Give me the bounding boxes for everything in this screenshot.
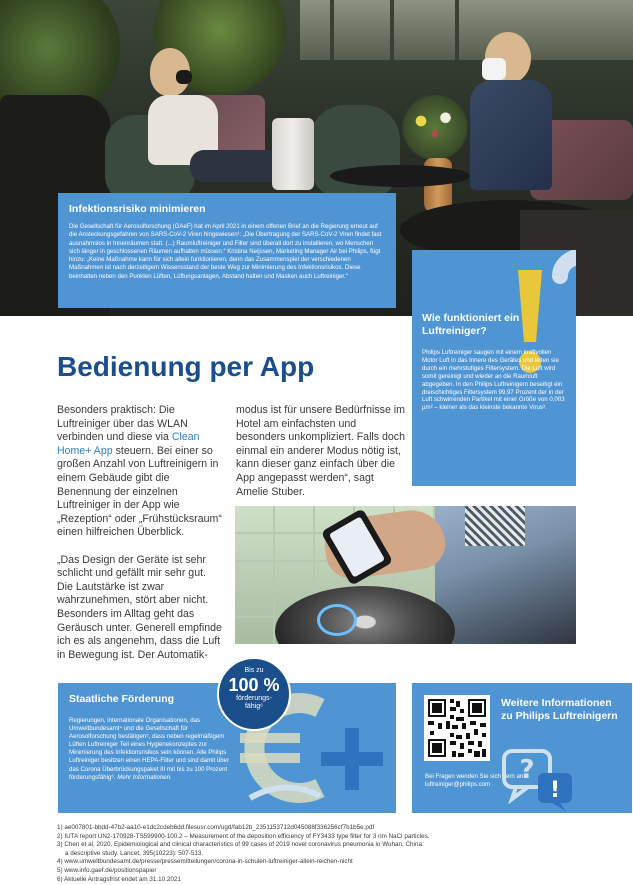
footnote: 6) Aktuelle Antragsfrist endet am 31.10.2021 [57, 875, 181, 883]
text-column-1 [57, 404, 223, 662]
footnote: 1) ae007801-bbdd-47b2-aa10-e1dc2cdeb6dd.filesusr.com/ugd/fab12b_2351153712d045088f336256cf7b1b5e.pdf [57, 824, 375, 831]
infobox-weitere-informationen [412, 683, 632, 813]
foerder-badge: Bis zu 100 % förderungs- fähig⁶ [217, 657, 291, 731]
footnote: 2) IUTA report UN2-170928-TS599900-100.2 – Measurement of the deposition efficiency of FY3433 type filter for 3 nm NaCl particles. [57, 832, 430, 840]
section-headline: Bedienung per App [57, 351, 315, 382]
paragraph-quote-continued: modus ist für unsere Bedürfnisse im Hotel am einfachsten und besonders unkompliziert. Falls doch einmal ein anderer Modus nötig ist, kann dieser ganz einfach über die App angepasst werden“, sagt Amelie Stuber. [236, 404, 405, 498]
infobox-infektionsrisiko [58, 193, 396, 308]
qr-code-icon[interactable] [424, 695, 490, 761]
footnote: a descriptive study. Lancet, 395(10223): 507-513. [65, 849, 204, 857]
paragraph-app: Besonders praktisch: Die Luftreiniger über das WLAN verbinden und diese via Clean Home+ App steuern. Bei einer so großen Anzahl von Luftreinigern in einem Gebäude gibt die Benennung der einzelnen Luftreiniger in der App wie „Rezeption“ oder „Frühstücksraum“ einen hilfreichen Überblick. [57, 404, 222, 539]
infobox-body: Die Gesellschaft für Aerosolforschung (GAeF) hat im April 2021 in einem offenen Brief an die Regierung erneut auf die Ansteckungsgefahren von SARS-CoV-2 Viren hingewiesen¹: „Die Übertragung der SARS-CoV-2 Viren findet fast ausnahmslos in Innenräumen statt. (...) Raumluftreiniger und Filter sind überall dort zu installieren, wo Menschen sich länger in geschlossenen Räumen aufhalten müssen.“ Kristina Neijssen, Marketing Manager Air bei Philips, fügt hinzu: „Keine Maßnahme kann für sich allein funktionieren, denn das Zusammenspiel der verschiedenen Maßnahmen ist nach derzeitigem Wissensstand der beste Weg zur Minimierung des Infektionsrisikos. Diese beinhalten neben den Punkten Lüften, Lüftungsanlagen, Abstand halten und Masken auch Luftreiniger.“ [69, 223, 382, 280]
infobox-title: Weitere Informationen zu Philips Luftreinigern [501, 697, 618, 722]
infobox-title: Infektionsrisiko minimieren [69, 203, 206, 215]
footnote: 5) www.info.gaef.de/positionspapier [57, 866, 157, 874]
infobox-wie-funktioniert [412, 250, 576, 486]
svg-text:!: ! [549, 778, 561, 803]
question-chat-icon [500, 745, 580, 813]
contact-text: Bei Fragen wenden Sie sich gern an: luftreiniger@philips.com [425, 773, 525, 789]
infobox-body: Philips Luftreiniger saugen mit einem kraftvollen Motor Luft in das Innere des Gerätes und leiten sie durch ein mehrstufiges Filtersystem. Die Luft wird somit gereinigt und wieder an die Raumluft abgegeben. In den Philips Luftreinigern beseitigt ein dreischichtiges Filtersystem 99,97 Prozent der in der Luft schwirrenden Partikel mit einer Größe von 0,003 µm² – kleiner als das kleinste bekannte Virus³. [422, 349, 565, 412]
app-photo [235, 506, 576, 644]
footnotes [57, 824, 617, 884]
paragraph-quote: „Das Design der Geräte ist sehr schlicht und gefällt mir sehr gut. Die Lautstärke ist zwar wahrzunehmen, stört aber nicht. Besonders im Alltag geht das Geräusch unter. Generell empfinde ich es als angenehm, dass die Luft in Bewegung ist. Der Automatik- [57, 553, 222, 661]
footnote: 4) www.umweltbundesamt.de/presse/pressemitteilungen/corona-in-schulen-luftreiniger-allein-reichen-nicht [57, 858, 353, 866]
contact-email-link[interactable]: luftreiniger@philips.com [425, 781, 491, 789]
text-column-2 [236, 404, 406, 499]
infobox-title: Staatliche Förderung [69, 693, 175, 705]
infobox-body: Regierungen, internationale Organisationen, das Umweltbundesamt⁴ und die Gesellschaft für Aerosolforschung bestätigen⁵, dass neben regelmäßigem Lüften Luftreiniger Teil eines Hygienekonzeptes zur Minimierung des Infektionsrisikos sein können. Alle Philips Luftreiniger besitzen einen HEPA-Filter und sind damit über das Corona Überbrückungspaket III mit bis zu 100 Prozent förderungsfähig⁶. Mehr Informationen. [69, 717, 230, 781]
more-info-link[interactable]: Mehr Informationen. [117, 773, 172, 781]
svg-text:?: ? [519, 755, 535, 785]
clean-home-app-link[interactable]: Clean Home+ App [57, 431, 200, 457]
footnote: 3) Chen et al, 2020. Epidemiological and clinical characteristics of 99 cases of 2019 novel coronavirus pneumonia in Wuhan, China: [57, 841, 424, 849]
infobox-title: Wie funktioniert ein Luftreiniger? [422, 312, 520, 337]
